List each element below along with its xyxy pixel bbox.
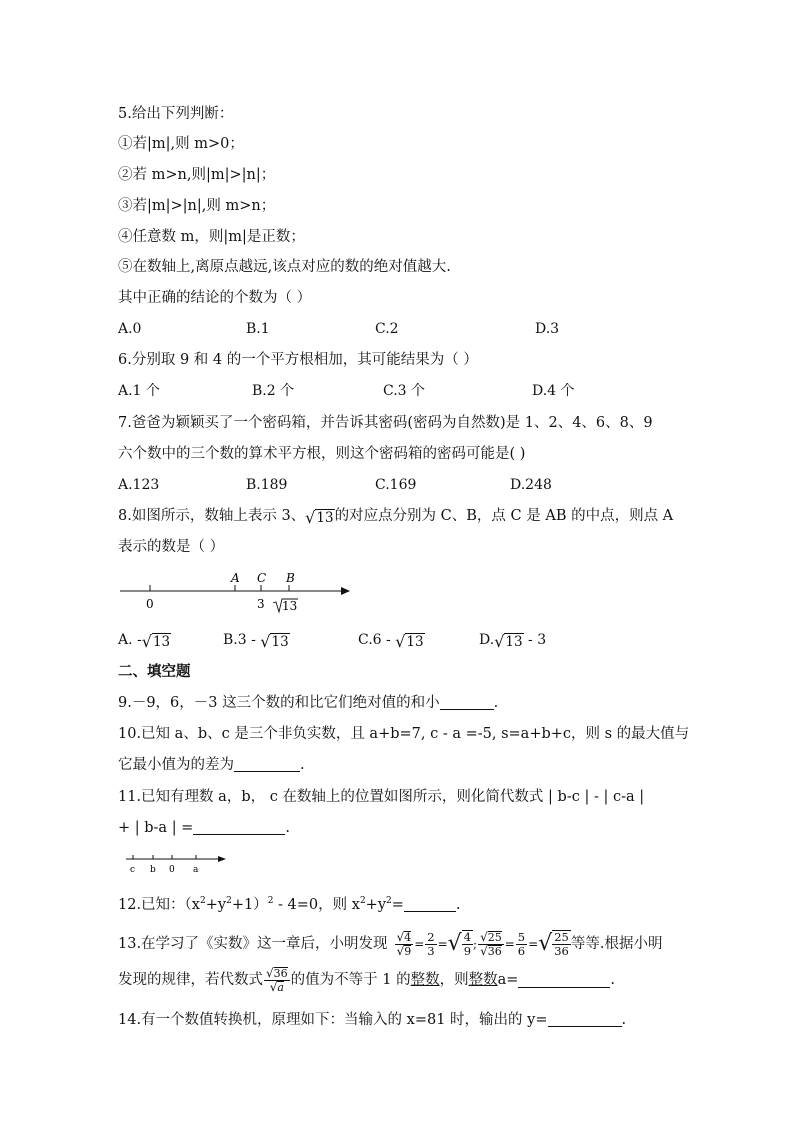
q6-stem: 6.分别取 9 和 4 的一个平方根相加，其可能结果为（ ） [118,352,478,368]
q8-option-a: A. - √ 13 [118,632,171,651]
q5-item-3: ③若|m|>|n|,则 m>n； [118,198,276,214]
label-c: c [130,865,136,875]
q6-option-b: B.2 个 [252,383,295,399]
tick-label-0: 0 [146,597,154,611]
q7-option-c: C.169 [375,477,417,493]
frac-sqrt4-sqrt9: √ 4 √ 9 [396,929,412,958]
q8-line-2: 表示的数是（ ） [118,539,225,555]
q7-option-b: B.189 [246,477,288,493]
q13-blank[interactable] [518,973,610,988]
frac-sqrt36-sqrta: √ 36 √ a [266,965,288,994]
q5-item-5: ⑤在数轴上,离原点越远,该点对应的数的绝对值越大. [118,259,451,275]
q8-option-b: B.3 - √ 13 [223,632,289,651]
tick-label-3: 3 [257,597,265,611]
q8-option-c: C.6 - √ 13 [358,632,424,651]
q6-option-d: D.4 个 [532,383,575,399]
section-title: 二、填空题 [118,664,191,680]
q11-number-line [124,851,234,877]
q5-option-c: C.2 [375,321,399,337]
q5-question: 其中正确的结论的个数为（ ） [118,290,312,306]
q5-option-b: B.1 [246,321,270,337]
q12-text: 12.已知：$(x^2+y^2+1)^2 - 4=0$，则 $x^2+y^2=$ . [118,896,461,913]
q8-line-1: 8.如图所示，数轴上表示 3、 √ 13 的对应点分别为 C、B，点 C 是 AB 的中点，则点 A [118,508,674,527]
q7-option-d: D.248 [510,477,552,493]
q7-line-1: 7.爸爸为颖颖买了一个密码箱，并告诉其密码(密码为自然数)是 1、2、4、6、8、9 [118,415,653,431]
q10-blank[interactable] [234,757,300,772]
q11-blank[interactable] [193,820,285,835]
frac-sqrt25-sqrt36: √ 25 √ 36 [480,929,502,958]
q9-blank[interactable] [440,695,494,710]
q5-option-d: D.3 [535,321,560,337]
q11-line-1: 11.已知有理数 a，b， c 在数轴上的位置如图所示，则化简代数式 | b-c | - | c-a | [118,789,645,805]
sqrt-13: √ 13 [305,508,334,527]
q5-item-1: ①若|m|,则 m>0； [118,136,244,152]
point-a-label: A [231,571,240,585]
q7-line-2: 六个数中的三个数的算术平方根，则这个密码箱的密码可能是( ) [118,446,526,462]
q6-option-c: C.3 个 [383,383,426,399]
q5-item-2: ②若 m>n,则|m|>|n|； [118,167,276,183]
q8-option-d: D. √ 13 - 3 [479,632,547,651]
label-0: 0 [169,865,175,875]
point-b-label: B [286,571,295,585]
q14-text: 14.有一个数值转换机，原理如下：当输入的 x=81 时，输出的 y= . [118,1012,627,1028]
q10-line-2: 它最小值为的差为 . [118,757,305,773]
q11-line-2: + | b-a | = . [118,820,290,836]
q6-option-a: A.1 个 [118,383,160,399]
point-c-label: C [257,571,267,585]
q5-option-a: A.0 [118,321,142,337]
label-b: b [150,865,156,875]
q13-line-2: 发现的规律，若代数式 √ 36 √ a 的值为不等于 1 的 整数 ，则 整数 a= . [118,965,616,994]
q10-line-1: 10.已知 a、b、c 是三个非负实数，且 a+b=7, c - a =-5, s=a+b+c，则 s 的最大值与 [118,726,690,742]
q8-number-line [118,566,358,618]
q14-blank[interactable] [548,1012,622,1027]
label-a: a [193,865,199,875]
q7-option-a: A.123 [118,477,160,493]
q5-stem: 5.给出下列判断： [118,106,234,122]
q12-blank[interactable] [404,897,456,912]
q5-item-4: ④任意数 m，则|m|是正数； [118,229,305,245]
q13-line-1: 13.在学习了《实数》这一章后，小明发现 √ 4 √ 9 = $\frac{2}{3}$ = √ $\frac{4}{9}$ ; √ 25 √ 36 = $\frac{5}{6}$ = √ $\frac{25}{36}$ 等等.根据小明 [118,929,663,958]
q9-text: 9.－9，6，－3 这三个数的和比它们绝对值的和小 . [118,695,499,711]
tick-label-sqrt13: 13 [282,599,298,613]
